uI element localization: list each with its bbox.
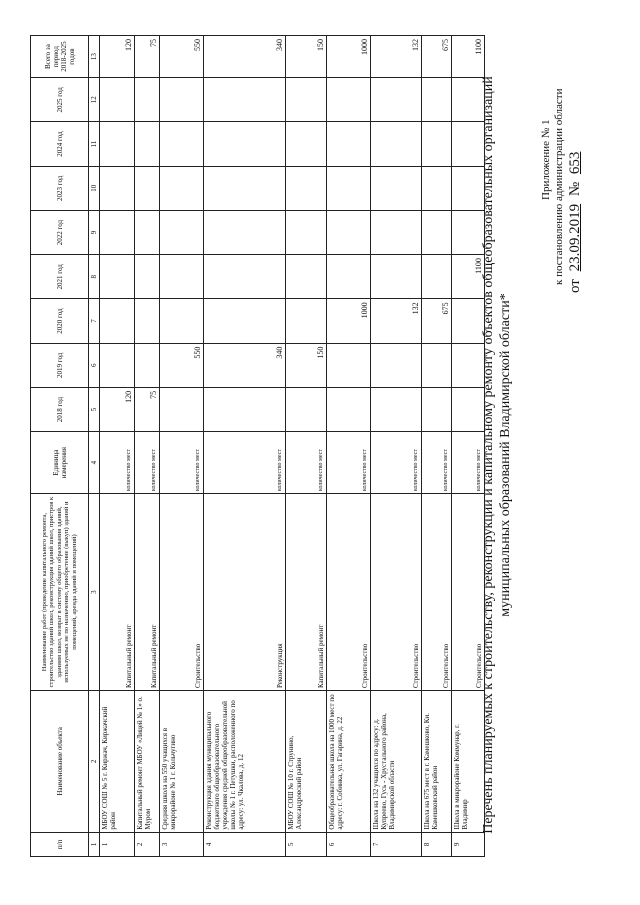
year-value <box>134 78 160 122</box>
year-value: 150 <box>285 343 327 387</box>
year-value <box>452 166 485 210</box>
date-line <box>566 148 584 293</box>
year-value <box>371 166 422 210</box>
object-name: Школа на 675 мест в г. Камешково, Ки. Камешковский район <box>422 691 452 833</box>
col-number: 3 <box>89 494 100 691</box>
col-header: 2025 год <box>31 78 89 122</box>
col-number: 11 <box>89 122 100 166</box>
year-value <box>160 255 204 299</box>
table-row <box>452 36 485 857</box>
year-value <box>422 255 452 299</box>
total-value: 675 <box>422 36 452 78</box>
year-value <box>134 122 160 166</box>
unit-cell: количество мест <box>452 432 485 494</box>
objects-table <box>30 35 485 857</box>
year-value <box>422 343 452 387</box>
col-header: 2018 год <box>31 387 89 431</box>
year-value <box>285 78 327 122</box>
object-name: Школа в микрорайоне Коммунар, г. Владимир <box>452 691 485 833</box>
year-value <box>100 255 135 299</box>
year-value <box>371 387 422 431</box>
col-header: Наименование работ (проведение капитального ремонта, строительство зданий школ, реконструкция зданий школ, пристроя к зданиям школ, возврат в систему общего образования зданий, используемых не по назначению, приобретение (выкуп) зданий и помещений, аренда зданий и помещений) <box>31 494 89 691</box>
year-value <box>327 255 371 299</box>
year-value: 1000 <box>327 299 371 343</box>
unit-cell: количество мест <box>327 432 371 494</box>
object-name: МБОУ СОШ № 10 г. Струнино, Александровский район <box>285 691 327 833</box>
year-value: 550 <box>160 343 204 387</box>
unit-cell: количество мест <box>371 432 422 494</box>
table-row <box>327 36 371 857</box>
col-header: п/п <box>31 832 89 856</box>
col-number: 7 <box>89 299 100 343</box>
row-number: 2 <box>134 832 160 856</box>
year-value <box>134 255 160 299</box>
year-value <box>327 387 371 431</box>
unit-cell: количество мест <box>204 432 285 494</box>
year-value <box>452 387 485 431</box>
row-number: 4 <box>204 832 285 856</box>
col-header: Единица измерения <box>31 432 89 494</box>
object-name: Средняя школа на 550 учащихся в микрорайоне № 1 г. Кольчугино <box>160 691 204 833</box>
row-number: 7 <box>371 832 422 856</box>
col-header: 2020 год <box>31 299 89 343</box>
table-header-row <box>31 36 89 857</box>
year-value <box>422 166 452 210</box>
year-value <box>134 210 160 254</box>
object-name: Общеобразовательная школа на 1000 мест по адресу: г. Собинка, ул. Гагарина, д. 22 <box>327 691 371 833</box>
year-value <box>160 299 204 343</box>
year-value: 675 <box>422 299 452 343</box>
year-value <box>327 122 371 166</box>
object-name: Реконструкция здания муниципального бюджетного общеобразовательного учреждения средней общеобразовательной школы № 1 г. Петушки, расположенного по адресу: ул. Чкалова, д. 12 <box>204 691 285 833</box>
decree-date: 23.09.2019 <box>567 203 583 272</box>
col-number: 12 <box>89 78 100 122</box>
date-prefix: от <box>567 279 583 293</box>
col-header: Всего за период 2018-2025 годов <box>31 36 89 78</box>
year-value <box>204 122 285 166</box>
year-value <box>371 255 422 299</box>
number-prefix: № <box>567 181 583 197</box>
year-value <box>100 210 135 254</box>
year-value <box>422 210 452 254</box>
col-number: 8 <box>89 255 100 299</box>
table-body <box>100 36 485 857</box>
object-name: МБОУ СОШ № 5 г. Киржач, Киржачский район <box>100 691 135 833</box>
object-name: Школа на 132 учащихся по адресу: д. Купреево, Гусь - Хрустального района, Владимирской области <box>371 691 422 833</box>
col-header: 2024 год <box>31 122 89 166</box>
unit-cell: количество мест <box>285 432 327 494</box>
decree-number: 653 <box>567 151 583 175</box>
work-type: Капитальный ремонт <box>100 494 135 691</box>
table-row <box>134 36 160 857</box>
year-value <box>371 78 422 122</box>
year-value: 120 <box>100 387 135 431</box>
year-value <box>100 166 135 210</box>
year-value <box>285 255 327 299</box>
col-number: 1 <box>89 832 100 856</box>
unit-cell: количество мест <box>134 432 160 494</box>
row-number: 6 <box>327 832 371 856</box>
year-value <box>204 387 285 431</box>
total-value: 340 <box>204 36 285 78</box>
work-type: Реконструкция <box>204 494 285 691</box>
row-number: 8 <box>422 832 452 856</box>
column-number-row <box>89 36 100 857</box>
year-value <box>100 299 135 343</box>
year-value <box>452 78 485 122</box>
col-number: 6 <box>89 343 100 387</box>
total-value: 132 <box>371 36 422 78</box>
col-header: 2023 год <box>31 166 89 210</box>
col-header: Наименование объекта <box>31 691 89 833</box>
year-value <box>327 343 371 387</box>
table-row <box>204 36 285 857</box>
year-value <box>204 210 285 254</box>
total-value: 550 <box>160 36 204 78</box>
year-value <box>327 166 371 210</box>
year-value <box>285 387 327 431</box>
year-value: 132 <box>371 299 422 343</box>
year-value: 75 <box>134 387 160 431</box>
total-value: 150 <box>285 36 327 78</box>
row-number: 1 <box>100 832 135 856</box>
total-value: 1000 <box>327 36 371 78</box>
year-value <box>160 122 204 166</box>
year-value <box>160 78 204 122</box>
year-value <box>371 343 422 387</box>
col-header: 2022 год <box>31 210 89 254</box>
year-value <box>371 122 422 166</box>
work-type: Капитальный ремонт <box>134 494 160 691</box>
col-number: 13 <box>89 36 100 78</box>
table-row <box>422 36 452 857</box>
year-value <box>134 299 160 343</box>
col-number: 9 <box>89 210 100 254</box>
year-value <box>204 78 285 122</box>
year-value <box>327 210 371 254</box>
year-value <box>204 166 285 210</box>
year-value <box>134 343 160 387</box>
year-value <box>422 78 452 122</box>
year-value <box>452 122 485 166</box>
row-number: 9 <box>452 832 485 856</box>
col-number: 2 <box>89 691 100 833</box>
year-value <box>285 122 327 166</box>
row-number: 3 <box>160 832 204 856</box>
work-type: Строительство <box>452 494 485 691</box>
year-value <box>134 166 160 210</box>
unit-cell: количество мест <box>100 432 135 494</box>
unit-cell: количество мест <box>422 432 452 494</box>
total-value: 120 <box>100 36 135 78</box>
year-value <box>452 299 485 343</box>
unit-cell: количество мест <box>160 432 204 494</box>
year-value <box>285 299 327 343</box>
year-value <box>422 387 452 431</box>
year-value <box>204 299 285 343</box>
appendix-label: Приложение № 1 <box>540 119 552 200</box>
year-value <box>100 78 135 122</box>
table-row <box>285 36 327 857</box>
year-value: 340 <box>204 343 285 387</box>
col-number: 5 <box>89 387 100 431</box>
work-type: Строительство <box>327 494 371 691</box>
year-value <box>452 343 485 387</box>
year-value <box>422 122 452 166</box>
year-value <box>100 343 135 387</box>
work-type: Строительство <box>160 494 204 691</box>
year-value <box>327 78 371 122</box>
row-number: 5 <box>285 832 327 856</box>
col-number: 10 <box>89 166 100 210</box>
object-name: Капитальный ремонт МБОУ «Лицей № 1» о. Муром <box>134 691 160 833</box>
year-value <box>204 255 285 299</box>
col-header: 2021 год <box>31 255 89 299</box>
total-value: 1100 <box>452 36 485 78</box>
year-value <box>285 166 327 210</box>
year-value <box>452 210 485 254</box>
year-value: 1100 <box>452 255 485 299</box>
document-title: Перечень планируемых к строительству, реконструкции и капитальному ремонту объектов общеобразовательных организаций муниципальных образований Владимирской области* <box>481 76 513 834</box>
col-header: 2019 год <box>31 343 89 387</box>
year-value <box>100 122 135 166</box>
total-value: 75 <box>134 36 160 78</box>
work-type: Строительство <box>422 494 452 691</box>
col-number: 4 <box>89 432 100 494</box>
year-value <box>160 210 204 254</box>
year-value <box>160 166 204 210</box>
year-value <box>160 387 204 431</box>
decree-label: к постановлению администрации области <box>553 88 565 285</box>
work-type: Строительство <box>371 494 422 691</box>
year-value <box>285 210 327 254</box>
work-type: Капитальный ремонт <box>285 494 327 691</box>
table-row <box>100 36 135 857</box>
year-value <box>371 210 422 254</box>
table-row <box>160 36 204 857</box>
table-row <box>371 36 422 857</box>
